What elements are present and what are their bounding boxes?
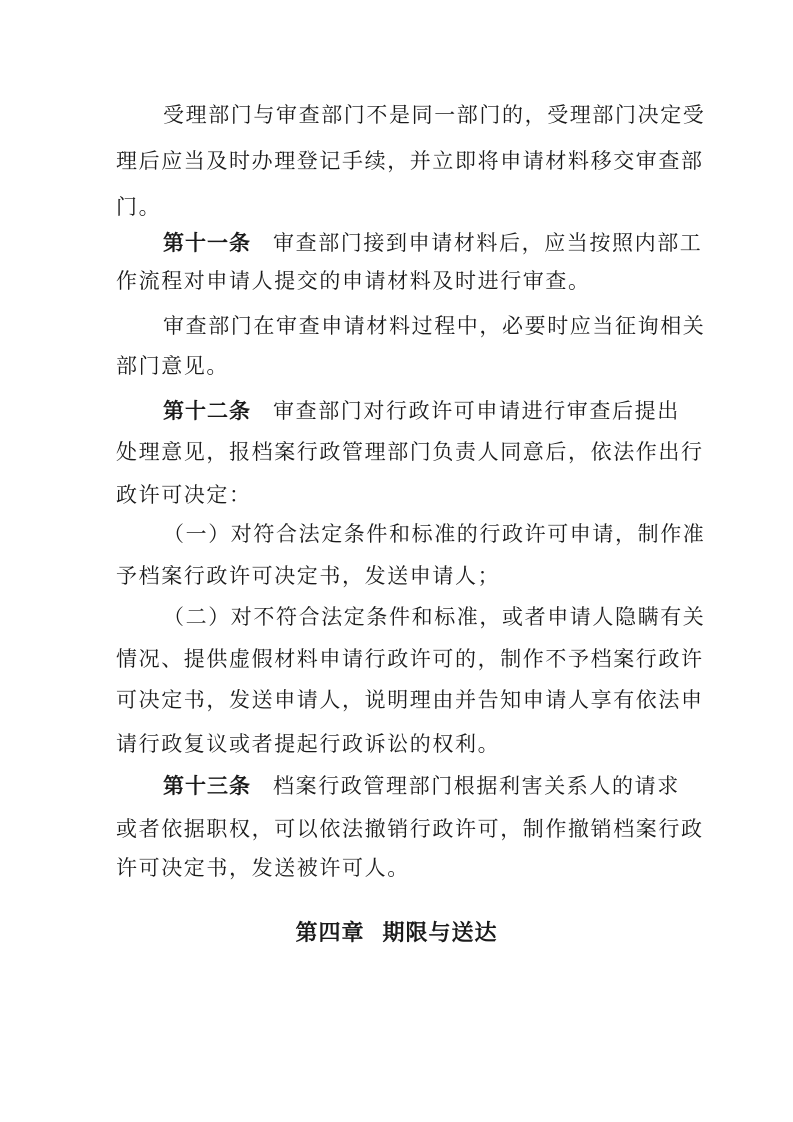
paragraph-line: 许可决定书，发送被许可人。 — [116, 856, 410, 880]
paragraph-line: 情况、提供虚假材料申请行政许可的，制作不予档案行政许 — [116, 647, 704, 671]
paragraph-line: 可决定书，发送申请人，说明理由并告知申请人享有依法申 — [116, 688, 704, 712]
paragraph-line: 部门意见。 — [116, 354, 229, 378]
paragraph-text: 审查部门对行政许可申请进行审查后提出 — [273, 399, 680, 423]
paragraph-text: 档案行政管理部门根据利害关系人的请求 — [273, 774, 680, 798]
paragraph-line: 受理部门与审查部门不是同一部门的，受理部门决定受 — [163, 103, 706, 127]
paragraph-line: 予档案行政许可决定书，发送申请人； — [116, 564, 501, 588]
paragraph-line: 处理意见，报档案行政管理部门负责人同意后，依法作出行 — [116, 440, 704, 464]
article-13-heading: 第十三条 — [163, 774, 251, 798]
article-11-line — [163, 229, 703, 257]
chapter-heading — [0, 919, 793, 949]
list-item-1: （一）对符合法定条件和标准的行政许可申请，制作准 — [163, 522, 706, 546]
article-11-heading: 第十一条 — [163, 231, 251, 255]
chapter-number: 第四章 — [295, 921, 365, 946]
paragraph-line: 或者依据职权，可以依法撤销行政许可，制作撤销档案行政 — [116, 817, 704, 841]
paragraph-line: 作流程对申请人提交的申请材料及时进行审查。 — [116, 269, 591, 293]
paragraph-text: 审查部门接到申请材料后，应当按照内部工 — [273, 231, 703, 255]
article-13-line — [163, 772, 678, 800]
chapter-title: 期限与送达 — [382, 921, 498, 946]
paragraph-line: 请行政复议或者提起行政诉讼的权利。 — [116, 732, 501, 756]
list-item-2: （二）对不符合法定条件和标准，或者申请人隐瞒有关 — [163, 605, 706, 629]
paragraph-line: 门。 — [116, 195, 162, 219]
article-12-line — [163, 397, 678, 425]
paragraph-line: 理后应当及时办理登记手续，并立即将申请材料移交审查部 — [116, 149, 704, 173]
paragraph-line: 政许可决定： — [116, 483, 252, 507]
article-12-heading: 第十二条 — [163, 399, 251, 423]
paragraph-line: 审查部门在审查申请材料过程中，必要时应当征询相关 — [163, 314, 706, 338]
